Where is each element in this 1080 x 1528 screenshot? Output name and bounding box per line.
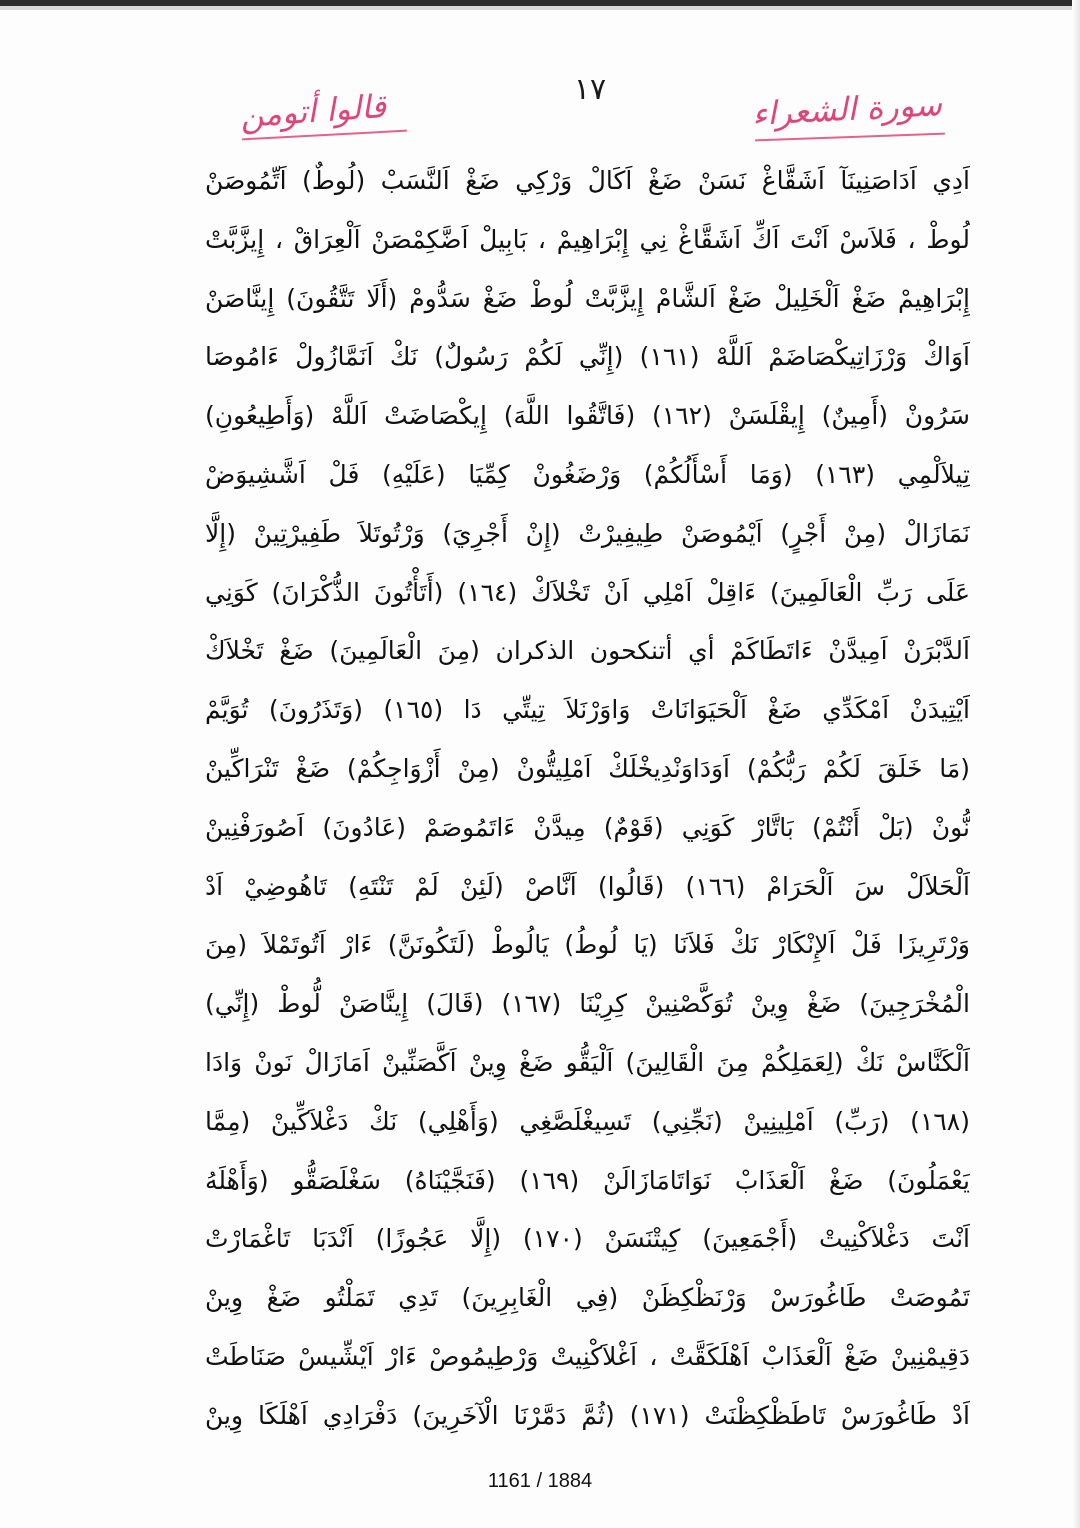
- text-line: نَمَازَالْ (مِنْ أَجْرٍ) اَيْمُوصَنْ طِيفِيرْتْ (إِنْ أَجْرِيَ) وَرْتُوتَلاَ طَفِيرْتِينْ (إِلَّا: [205, 518, 970, 548]
- text-line: اَلْحَلاَلْ سَ اَلْحَرَامْ (١٦٦) (قَالُوا) اَنَّاصْ (لَئِنْ لَمْ تَنْتَهِ) تَاهُوضِيْ اَدْ: [205, 871, 970, 901]
- text-line: اَدْ طَاغُورَسْ تَاطَظْكِظْنَتْ (١٧١) (ثُمَّ دَمَّرْنَا الْآخَرِينَ) دَفْرَادِي اَهْلَكَا وِينْ: [205, 1400, 970, 1430]
- text-line: اَلْكَنَّاسْ نَكْ (لِعَمَلِكُمْ مِنَ الْقَالِينَ) اَلْيَقُّو ضَغْ وِينْ اَكَّصَنِّينْ اَمَازَالْ نَونْ وَادَا: [205, 1047, 970, 1077]
- scan-right-shadow: [1072, 0, 1080, 1528]
- text-line: اَيْتِيدَنْ اَمْكَدِّي ضَغْ اَلْحَيَوَانَاتْ وَاوَرْنَلاَ تِيتِّي دَا (١٦٥) (وَتَذَرُونَ) تُوَيَّمْ: [205, 695, 970, 725]
- text-line: نُّونْ (بَلْ أَنْتُمْ) بَاتَّارْ كَوَنِي (قَوْمٌ) مِيدَّنْ ءَاتَمُوصَمْ (عَادُونَ) اَصُورَفْنِينْ: [205, 812, 970, 842]
- text-line: دَقِيمْنِينْ ضَغْ اَلْعَذَابْ اَهْلَكَقَّتْ ، اَغْلاَكْنِيتْ وَرْطِيمُوصْ ءَارْ اَيْشِّيسْ صَنَاطَتْ: [205, 1341, 970, 1371]
- text-line: تَمُوصَتْ طَاغُورَسْ وَرْنَظْكِظَنْ (فِي الْغَابِرِينَ) تَدِي تَمَلْتُو ضَغْ وِينْ: [205, 1283, 970, 1313]
- handwritten-surah-title: سورة الشعراء: [751, 85, 943, 133]
- text-line: عَلَى رَبِّ الْعَالَمِينَ) ءَاقِلْ اَمْلِي اَنْ تَخْلاَكْ (١٦٤) (أَتَأْتُونَ الذُّكْرَانَ) كَوَنِي: [205, 577, 970, 607]
- text-line: وَرْتَرِيزَا فَلْ اَلإِنْكَارْ نَكْ فَلاَنَا (يَا لُوطُ) يَالُوطْ (لَتَكُونَنَّ) ءَارْ اَتُوتَمْلاَ (مِنَ: [205, 930, 970, 960]
- handwritten-section-title: قالوا أتومن: [238, 86, 388, 136]
- text-line: اَلدَّبْرَنْ اَمِيدَّنْ ءَاتَطَاكَمْ أي أتنكحون الذكران (مِنَ الْعَالَمِينَ) ضَغْ تَخْلاَكْ: [205, 636, 970, 666]
- handwritten-underline-right: [755, 133, 945, 142]
- text-line: إِبْرَاهِيمْ ضَغْ اَلْخَلِيلْ ضَغْ اَلشَّامْ إِيزَّبَّتْ لُوطْ ضَغْ سَدُّومْ (أَلَا تَتَّقُونَ) إِينَّاصَنْ: [205, 283, 970, 313]
- text-line: (مَا خَلَقَ لَكُمْ رَبُّكُمْ) اَوَدَاوَنْدِيخْلَكْ اَمْلِيتُّونْ (مِنْ أَزْوَاجِكُمْ) ضَغْ تَنْرَاكِّينْ: [205, 753, 970, 783]
- text-line: سَرُونْ (أَمِينٌ) إِيقْلَسَنْ (١٦٢) (فَاتَّقُوا اللَّهَ) إِيكْصَاضَتْ اَللَّهْ (وَأَطِيعُونِ): [205, 401, 970, 431]
- text-line: تِيلاَلْمِي (١٦٣) (وَمَا أَسْأَلُكُمْ) وَرْضَغُونْ كِمِّيَا (عَلَيْهِ) فَلْ اَشَّشِيوَضْ: [205, 459, 970, 489]
- text-line: يَعْمَلُونَ) ضَغْ اَلْعَذَابْ نَوَاتَامَازَالَنْ (١٦٩) (فَنَجَّيْنَاهُ) سَغْلَصَقُّو (وَأَهْلَهُ: [205, 1165, 970, 1195]
- text-line: اَوَاكْ وَرْزَاتِيكْصَاضَمْ اَللَّهْ (١٦١) (إِنِّي لَكُمْ رَسُولٌ) نَكْ اَنَمَّازُولْ ءَامُوصَا: [205, 342, 970, 372]
- text-line: اَدِي اَدَاصَنِينَآ اَشَقَّاغْ نَسَنْ ضَغْ اَكَالْ وَرْكِي ضَغْ اَلنَّسَبْ (لُوطٌ) اَتِّمُوصَنْ: [205, 166, 970, 195]
- scan-top-shadow: [0, 6, 1080, 10]
- page-counter: 1161 / 1884: [487, 1470, 593, 1492]
- text-line: اَنْتَ دَغْلاَكْنِيتْ (أَجْمَعِينَ) كِيتْنَسَنْ (١٧٠) (إِلَّا عَجُوزًا) اَنْدَبَا تَاغْمَارْتْ: [205, 1224, 970, 1254]
- text-line: لُوطْ ، فَلاَسْ اَنْتَ اَكِّ اَشَقَّاغْ نِي إِبْرَاهِيمْ ، بَابِيلْ اَضَّكِمْصَنْ اَلْعِرَاقْ ، إِيزَّبَّتْ: [205, 224, 970, 254]
- page-number: ١٧: [573, 72, 607, 107]
- text-line: (١٦٨) (رَبِّ) اَمْلِينِينْ (نَجِّنِي) تَسِيغْلَصَّغِي (وَأَهْلِي) نَكْ دَغْلاَكِّينْ (مِمَّا: [205, 1106, 970, 1136]
- body-text: [205, 152, 970, 1446]
- text-line: الْمُخْرَجِينَ) ضَغْ وِينْ تُوَكَّصْنِينْ كِرِيْنَا (١٦٧) (قَالَ) إِينَّاصَنْ لُّوطْ (إِنِّي): [205, 989, 970, 1019]
